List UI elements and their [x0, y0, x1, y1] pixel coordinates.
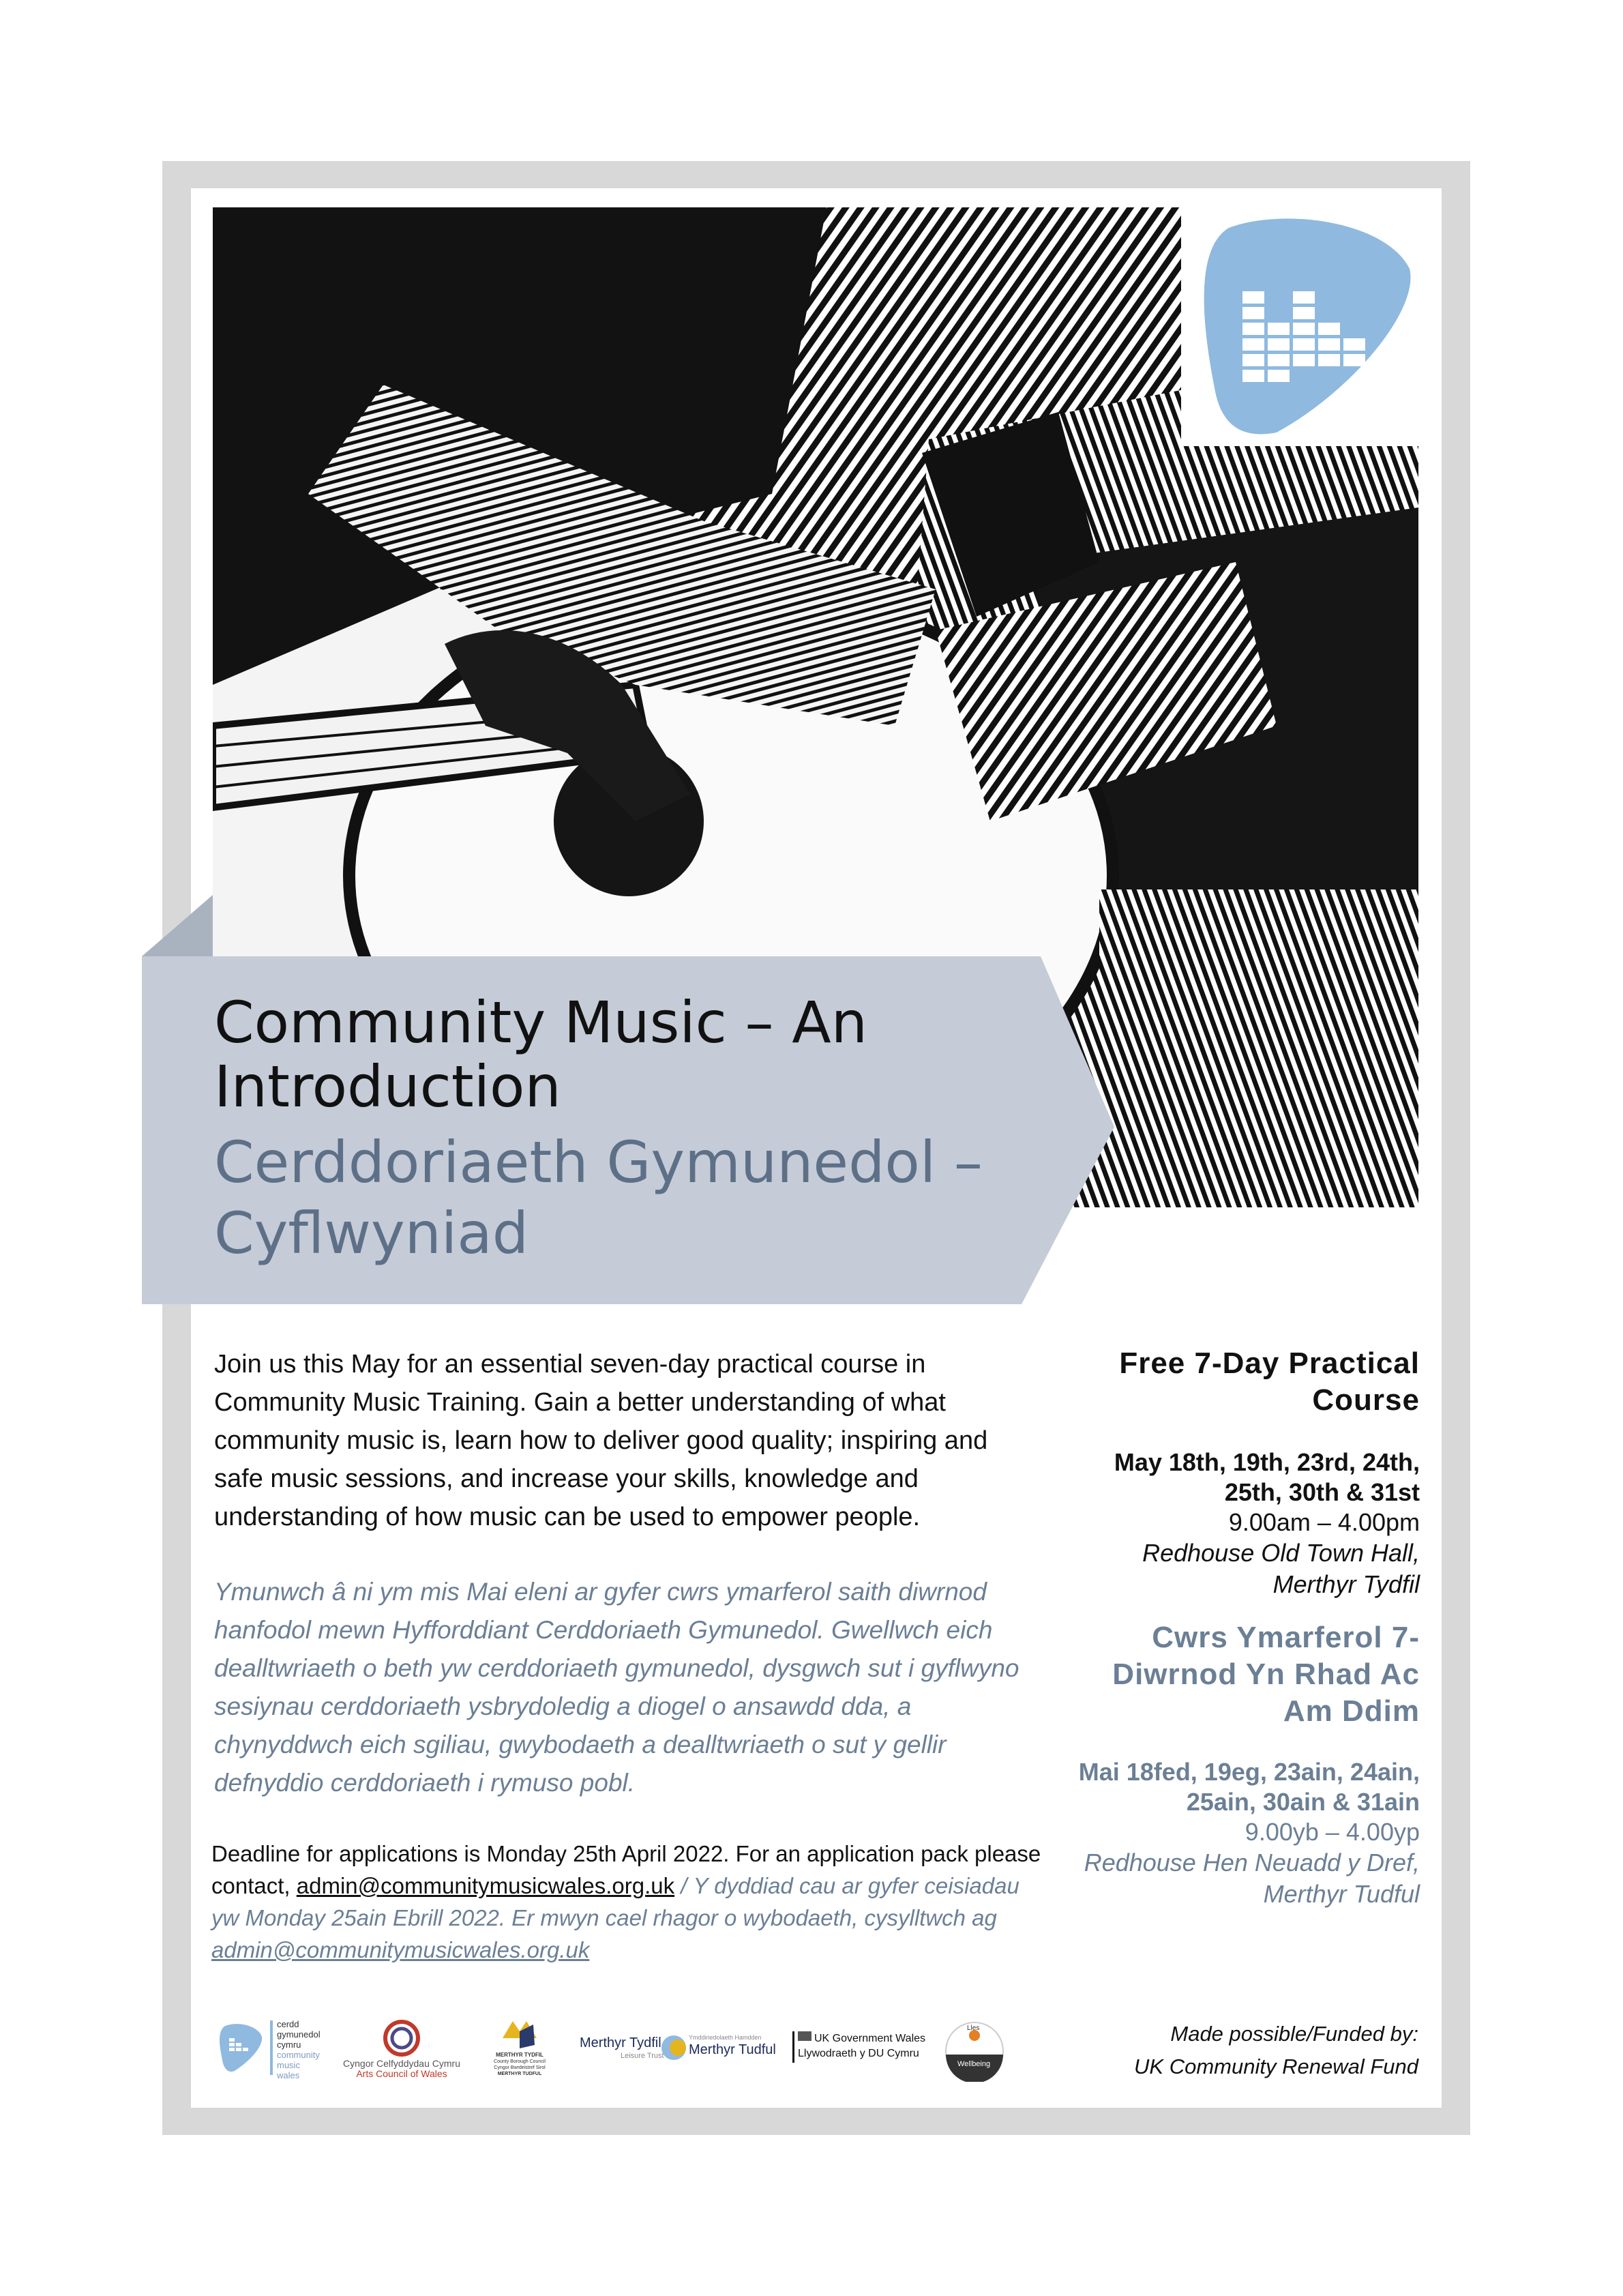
course-heading-welsh: Cwrs Ymarferol 7-Diwrnod Yn Rhad Ac Am Ddim — [1112, 1621, 1420, 1728]
cmw-text-1: cerdd — [277, 2019, 299, 2029]
course-heading: Free 7-Day Practical Course — [1119, 1346, 1420, 1417]
community-music-wales-logo — [217, 2018, 333, 2079]
course-dates-welsh: Mai 18fed, 19eg, 23ain, 24ain, 25ain, 30ain & 31ain — [1078, 1758, 1420, 1816]
intro-paragraph-welsh: Ymunwch â ni ym mis Mai eleni ar gyfer cwrs ymarferol saith diwrnod hanfodol mewn Hyfforddiant Cerddoriaeth Gymunedol. Gwellwch eich dealltwriaeth o beth yw cerddoriaeth gymunedol, dysgwch sut i gyflwyno sesiynau cerddoriaeth ysbrydoledig a diogel o ansawdd dda, a chynyddwch eich sgiliau, gwybodaeth a dealltwriaeth o sut y gellir defnyddio cerddoriaeth i rymuso pobl. — [214, 1578, 1019, 1797]
cmw-text-4: community — [277, 2050, 320, 2060]
mtcbc-text-4: MERTHYR TUDFUL — [497, 2072, 542, 2076]
ukgov-name-cy: Llywodraeth y DU Cymru — [798, 2048, 919, 2059]
course-details — [1075, 1345, 1420, 1910]
wellbeing-logo — [944, 2020, 1005, 2082]
deadline-text — [211, 1838, 1050, 1966]
mtcbc-text-2: County Borough Council — [494, 2059, 546, 2064]
page-title: Community Music – An Introduction — [214, 989, 867, 1120]
cmw-text-3: cymru — [277, 2040, 301, 2050]
wellbeing-text-cy: Lles — [967, 2025, 980, 2032]
deadline-separator: / — [681, 1873, 687, 1898]
course-venue-welsh: Redhouse Hen Neuadd y Dref, Merthyr Tudful — [1084, 1849, 1420, 1908]
contact-email-link[interactable]: admin@communitymusicwales.org.uk — [296, 1873, 675, 1898]
mtcbc-text-1: MERTHYR TYDFIL — [496, 2052, 544, 2058]
deadline-welsh: Y dyddiad cau ar gyfer ceisiadau yw Monday 25ain Ebrill 2022. Er mwyn cael rhagor o wybodaeth, cysylltwch ag — [211, 1873, 1019, 1930]
mtlt-name-cy: Merthyr Tudful — [689, 2042, 776, 2057]
cmw-text-6: wales — [277, 2070, 300, 2080]
mtcbc-text-3: Cyngor Bwrdeistref Sirol — [494, 2065, 546, 2070]
uk-government-wales-logo — [792, 2031, 926, 2072]
arts-council-wales-logo — [337, 2018, 466, 2086]
wellbeing-text-en: Wellbeing — [957, 2060, 991, 2068]
acw-english-name: Arts Council of Wales — [356, 2068, 447, 2079]
intro-paragraph: Join us this May for an essential seven-day practical course in Community Music Training. Gain a better understanding of what community music is, learn how to deliver good quality; inspiring and safe music sessions, and increase your skills, knowledge and understanding of how music can be used to empower people. — [214, 1350, 988, 1531]
course-dates: May 18th, 19th, 23rd, 24th, 25th, 30th & 31st — [1114, 1448, 1420, 1506]
course-time-welsh: 9.00yb – 4.00yp — [1245, 1818, 1420, 1846]
funding-line2: UK Community Renewal Fund — [1134, 2055, 1418, 2078]
page-title-welsh: Cerddoriaeth Gymunedol – Cyflwyniad — [214, 1129, 983, 1267]
cmw-pick-logo — [1181, 207, 1420, 446]
ukgov-name-en: UK Government Wales — [814, 2033, 926, 2044]
merthyr-leisure-trust-logo — [580, 2033, 777, 2074]
mtlt-sub-cy: Ymddiriedolaeth Hamdden — [689, 2034, 762, 2041]
mtlt-sub-en: Leisure Trust — [621, 2052, 664, 2060]
contact-email-link-welsh[interactable]: admin@communitymusicwales.org.uk — [211, 1937, 590, 1962]
merthyr-council-logo — [486, 2018, 554, 2086]
course-venue: Redhouse Old Town Hall, Merthyr Tydfil — [1142, 1539, 1420, 1598]
course-time: 9.00am – 4.00pm — [1228, 1508, 1420, 1536]
cmw-text-5: music — [277, 2060, 300, 2070]
mtlt-name-en: Merthyr Tydfil — [580, 2035, 661, 2050]
funding-note — [1064, 2018, 1418, 2083]
funding-line1: Made possible/Funded by: — [1170, 2022, 1418, 2046]
deadline-english: Deadline for applications is Monday 25th April 2022. For an application pack please contact, — [211, 1841, 1041, 1898]
cmw-text-2: gymunedol — [277, 2029, 321, 2040]
acw-welsh-name: Cyngor Celfyddydau Cymru — [343, 2058, 460, 2069]
